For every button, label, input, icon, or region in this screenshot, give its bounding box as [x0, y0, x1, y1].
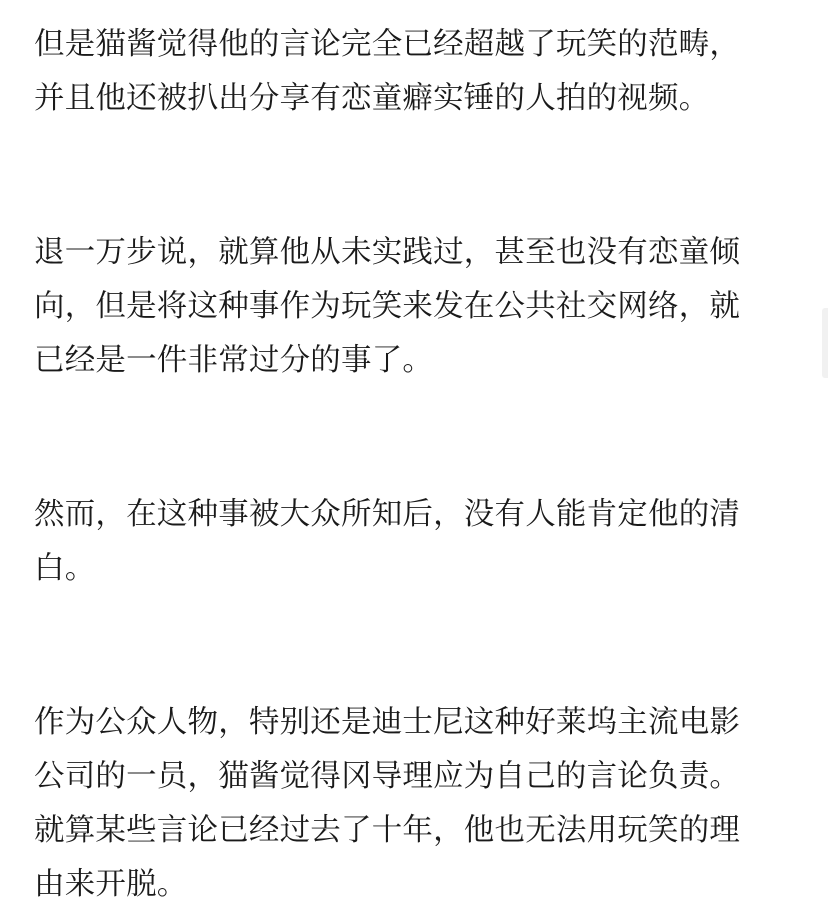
- text-line: 由来开脱。: [34, 867, 188, 902]
- text-line: 然而，在这种事被大众所知后，没有人能肯定他的清: [34, 497, 741, 532]
- text-line: 已经是一件非常过分的事了。: [34, 343, 434, 378]
- text-line: 并且他还被扒出分享有恋童癖实锤的人拍的视频。: [34, 81, 710, 116]
- text-line: 白。: [34, 551, 96, 586]
- scroll-indicator[interactable]: [822, 308, 828, 378]
- paragraph: [34, 696, 794, 912]
- text-line: 就算某些言论已经过去了十年，他也无法用玩笑的理: [34, 813, 741, 848]
- paragraph: [34, 488, 794, 596]
- text-line: 作为公众人物，特别还是迪士尼这种好莱坞主流电影: [34, 705, 741, 740]
- text-line: 公司的一员，猫酱觉得冈导理应为自己的言论负责。: [34, 759, 741, 794]
- text-line: 退一万步说，就算他从未实践过，甚至也没有恋童倾: [34, 235, 741, 270]
- paragraph: [34, 226, 794, 388]
- article-body: [34, 18, 794, 912]
- text-line: 但是猫酱觉得他的言论完全已经超越了玩笑的范畴，: [34, 27, 741, 62]
- text-line: 向，但是将这种事作为玩笑来发在公共社交网络，就: [34, 289, 741, 324]
- paragraph: [34, 18, 794, 126]
